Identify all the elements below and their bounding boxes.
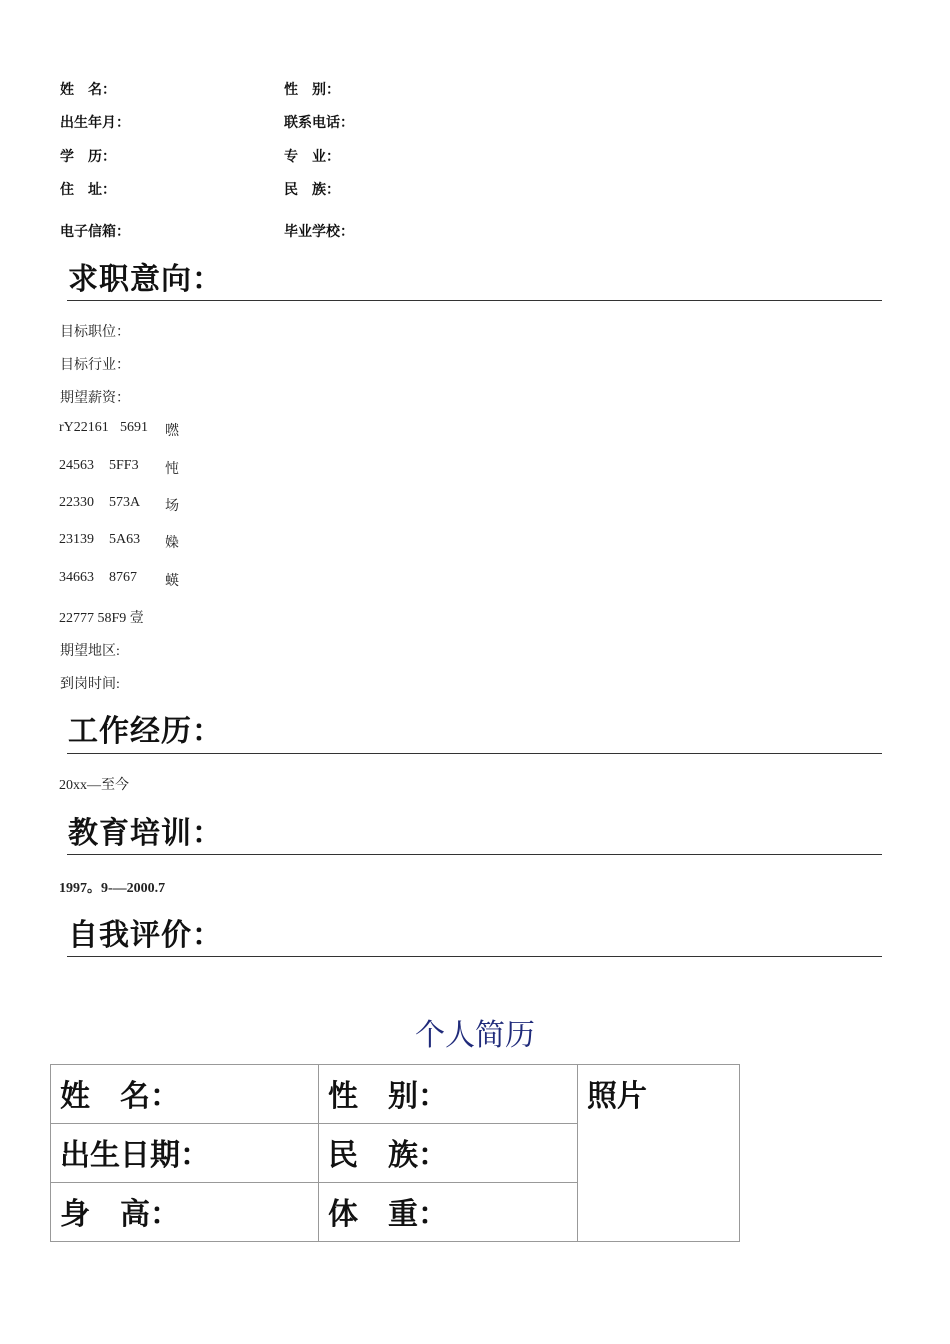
region-label: 期望地区:	[60, 644, 120, 659]
code-row	[59, 495, 259, 515]
code-row-last: 22777 58F9 壹	[59, 611, 144, 626]
code-cell: 忳	[165, 462, 179, 477]
photo-cell: 照片	[578, 1065, 740, 1242]
code-cell: 573A	[109, 495, 141, 510]
education-label: 学 历：	[60, 150, 116, 165]
table-cell-height: 身 高：	[51, 1183, 319, 1242]
ethnicity-label: 民 族：	[284, 183, 340, 198]
code-cell: 蝧	[165, 574, 179, 589]
code-cell: 5FF3	[109, 458, 139, 473]
address-label: 住 址：	[60, 183, 116, 198]
job-intent-divider	[67, 300, 882, 301]
table-cell-weight: 体 重：	[319, 1183, 578, 1242]
code-cell: 23139	[59, 532, 94, 547]
arrival-label: 到岗时间:	[60, 677, 120, 692]
resume-title: 个人简历	[415, 1018, 535, 1053]
self-eval-divider	[67, 956, 882, 957]
code-row	[59, 532, 259, 552]
work-divider	[67, 753, 882, 754]
education-period: 1997。9-—2000.7	[59, 881, 166, 896]
major-label: 专 业：	[284, 150, 340, 165]
code-cell: rY22161	[59, 420, 109, 435]
code-cell: 5A63	[109, 532, 141, 547]
code-cell: 场	[165, 499, 179, 514]
education-heading: 教育培训：	[68, 817, 223, 850]
salary-label: 期望薪资：	[60, 391, 130, 406]
resume-info-table	[50, 1064, 740, 1242]
code-row	[59, 420, 259, 440]
code-cell: 8767	[109, 570, 137, 585]
table-cell-ethnicity: 民 族：	[319, 1124, 578, 1183]
work-period: 20xx—至今	[59, 778, 129, 793]
email-label: 电子信箱：	[60, 225, 130, 240]
gender-label: 性 别：	[284, 83, 340, 98]
work-heading: 工作经历：	[68, 715, 223, 748]
code-cell: 5691	[120, 420, 148, 435]
code-row	[59, 458, 259, 478]
education-divider	[67, 854, 882, 855]
target-position-label: 目标职位：	[60, 325, 130, 340]
birth-label: 出生年月：	[60, 116, 130, 131]
table-cell-name: 姓 名：	[51, 1065, 319, 1124]
phone-label: 联系电话：	[284, 116, 354, 131]
table-cell-gender: 性 别：	[319, 1065, 578, 1124]
code-cell: 嘫	[165, 424, 179, 439]
code-cell: 34663	[59, 570, 94, 585]
self-eval-heading: 自我评价：	[68, 919, 223, 952]
name-label: 姓 名：	[60, 83, 116, 98]
code-cell: 媣	[165, 536, 179, 551]
target-industry-label: 目标行业：	[60, 358, 130, 373]
code-cell: 24563	[59, 458, 94, 473]
school-label: 毕业学校：	[284, 225, 354, 240]
job-intent-heading: 求职意向：	[68, 263, 223, 296]
code-cell: 22330	[59, 495, 94, 510]
code-row	[59, 570, 259, 590]
table-cell-birth-date: 出生日期：	[51, 1124, 319, 1183]
